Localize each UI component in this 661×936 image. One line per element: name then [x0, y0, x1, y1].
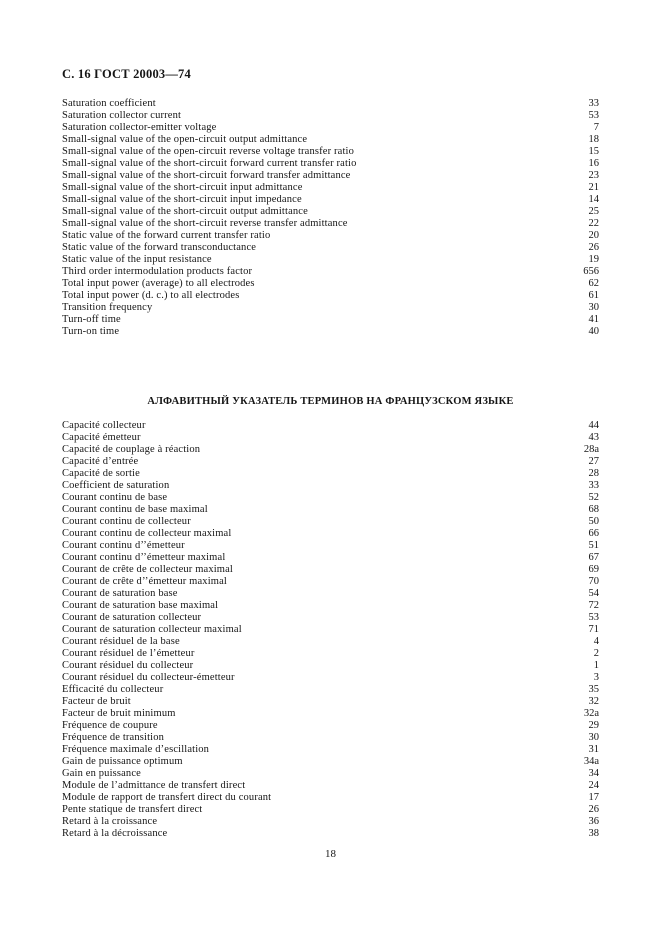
index-term: Courant continu de collecteur maximal [62, 528, 232, 539]
term-number: 34 [588, 768, 599, 779]
index-term: Courant continu de base maximal [62, 504, 208, 515]
index-term: Fréquence de coupure [62, 720, 158, 731]
term-number: 40 [588, 326, 599, 337]
english-index-row [62, 158, 599, 170]
term-number: 30 [588, 732, 599, 743]
french-index-row [62, 792, 599, 804]
index-term: Total input power (d. c.) to all electrodes [62, 290, 240, 301]
index-term: Small-signal value of the short-circuit input impedance [62, 194, 302, 205]
index-term: Static value of the forward current transfer ratio [62, 230, 271, 241]
index-term: Small-signal value of the short-circuit reverse transfer admittance [62, 218, 348, 229]
index-term: Courant de saturation collecteur maximal [62, 624, 242, 635]
index-term: Courant de saturation base maximal [62, 600, 219, 611]
term-number: 44 [588, 420, 599, 431]
index-term: Small-signal value of the open-circuit reverse voltage transfer ratio [62, 146, 354, 157]
index-term: Turn-on time [62, 326, 120, 337]
index-term: Fréquence maximale d’escillation [62, 744, 210, 755]
term-number: 33 [588, 480, 599, 491]
french-index-row [62, 768, 599, 780]
index-term: Courant continu de collecteur [62, 516, 191, 527]
index-term: Retard à la décroissance [62, 828, 168, 839]
french-index-row [62, 828, 599, 840]
term-number: 1 [593, 660, 599, 671]
french-index-row [62, 564, 599, 576]
term-number: 27 [588, 456, 599, 467]
english-index-row [62, 134, 599, 146]
index-term: Static value of the input resistance [62, 254, 212, 265]
term-number: 26 [588, 804, 599, 815]
index-term: Courant de crête d’’émetteur maximal [62, 576, 227, 587]
index-term: Courant résiduel de l’émetteur [62, 648, 195, 659]
term-number: 28a [583, 444, 599, 455]
english-index-row [62, 266, 599, 278]
french-index-row [62, 648, 599, 660]
term-number: 54 [588, 588, 599, 599]
term-number: 30 [588, 302, 599, 313]
index-term: Courant de crête de collecteur maximal [62, 564, 233, 575]
term-number: 23 [588, 170, 599, 181]
term-number: 18 [588, 134, 599, 145]
index-term: Turn-off time [62, 314, 121, 325]
index-term: Courant continu d’’émetteur [62, 540, 185, 551]
french-index-row [62, 732, 599, 744]
term-number: 20 [588, 230, 599, 241]
french-index-row [62, 708, 599, 720]
english-index-row [62, 290, 599, 302]
french-index-row [62, 540, 599, 552]
french-index-row [62, 672, 599, 684]
term-number: 14 [588, 194, 599, 205]
index-term: Static value of the forward transconductance [62, 242, 257, 253]
english-index-row [62, 170, 599, 182]
french-index-row [62, 492, 599, 504]
english-index-row [62, 206, 599, 218]
french-index-row [62, 636, 599, 648]
english-index-row [62, 314, 599, 326]
french-term-index [62, 420, 599, 840]
english-index-row [62, 182, 599, 194]
index-term: Courant continu d’’émetteur maximal [62, 552, 226, 563]
index-term: Courant de saturation base [62, 588, 178, 599]
english-index-row [62, 218, 599, 230]
term-number: 21 [588, 182, 599, 193]
term-number: 33 [588, 98, 599, 109]
french-index-heading: АЛФАВИТНЫЙ УКАЗАТЕЛЬ ТЕРМИНОВ НА ФРАНЦУЗСКОМ ЯЗЫКЕ [147, 396, 514, 407]
term-number: 24 [588, 780, 599, 791]
french-index-row [62, 660, 599, 672]
french-index-row [62, 684, 599, 696]
term-number: 66 [588, 528, 599, 539]
term-number: 16 [588, 158, 599, 169]
french-index-row [62, 552, 599, 564]
index-term: Gain de puissance optimum [62, 756, 183, 767]
index-term: Small-signal value of the open-circuit output admittance [62, 134, 308, 145]
index-term: Saturation coefficient [62, 98, 156, 109]
index-term: Small-signal value of the short-circuit forward current transfer ratio [62, 158, 357, 169]
index-term: Small-signal value of the short-circuit output admittance [62, 206, 308, 217]
french-index-row [62, 432, 599, 444]
french-index-row [62, 444, 599, 456]
english-index-row [62, 302, 599, 314]
term-number: 41 [588, 314, 599, 325]
index-term: Gain en puissance [62, 768, 141, 779]
term-number: 656 [583, 266, 599, 277]
index-term: Fréquence de transition [62, 732, 165, 743]
index-term: Small-signal value of the short-circuit input admittance [62, 182, 303, 193]
french-index-row [62, 624, 599, 636]
term-number: 32 [588, 696, 599, 707]
term-number: 53 [588, 110, 599, 121]
term-number: 50 [588, 516, 599, 527]
index-term: Courant résiduel du collecteur-émetteur [62, 672, 235, 683]
english-index-row [62, 326, 599, 338]
french-index-row [62, 600, 599, 612]
term-number: 36 [588, 816, 599, 827]
french-index-row [62, 468, 599, 480]
term-number: 38 [588, 828, 599, 839]
term-number: 17 [588, 792, 599, 803]
index-term: Courant résiduel du collecteur [62, 660, 194, 671]
french-index-row [62, 420, 599, 432]
term-number: 43 [588, 432, 599, 443]
term-number: 25 [588, 206, 599, 217]
english-index-row [62, 242, 599, 254]
english-index-row [62, 254, 599, 266]
index-term: Capacité d’entrée [62, 456, 139, 467]
index-term: Saturation collector current [62, 110, 182, 121]
term-number: 32a [583, 708, 599, 719]
index-term: Total input power (average) to all electrodes [62, 278, 255, 289]
index-term: Capacité de couplage à réaction [62, 444, 201, 455]
french-index-row [62, 516, 599, 528]
french-index-row [62, 744, 599, 756]
term-number: 7 [593, 122, 599, 133]
term-number: 2 [593, 648, 599, 659]
index-term: Facteur de bruit minimum [62, 708, 176, 719]
page-number: 18 [325, 848, 336, 860]
index-term: Coefficient de saturation [62, 480, 170, 491]
term-number: 53 [588, 612, 599, 623]
french-index-row [62, 804, 599, 816]
term-number: 4 [593, 636, 599, 647]
term-number: 35 [588, 684, 599, 695]
index-term: Courant de saturation collecteur [62, 612, 202, 623]
french-index-row [62, 576, 599, 588]
term-number: 28 [588, 468, 599, 479]
index-term: Courant continu de base [62, 492, 168, 503]
french-index-row [62, 588, 599, 600]
english-index-row [62, 146, 599, 158]
term-number: 3 [593, 672, 599, 683]
index-term: Capacité collecteur [62, 420, 146, 431]
english-index-row [62, 194, 599, 206]
french-index-row [62, 456, 599, 468]
index-term: Pente statique de transfert direct [62, 804, 203, 815]
english-index-row [62, 98, 599, 110]
term-number: 70 [588, 576, 599, 587]
english-term-index [62, 98, 599, 338]
index-term: Module de rapport de transfert direct du courant [62, 792, 272, 803]
term-number: 26 [588, 242, 599, 253]
english-index-row [62, 122, 599, 134]
term-number: 72 [588, 600, 599, 611]
term-number: 29 [588, 720, 599, 731]
term-number: 61 [588, 290, 599, 301]
term-number: 51 [588, 540, 599, 551]
index-term: Retard à la croissance [62, 816, 158, 827]
term-number: 31 [588, 744, 599, 755]
french-index-row [62, 696, 599, 708]
term-number: 67 [588, 552, 599, 563]
index-term: Third order intermodulation products factor [62, 266, 253, 277]
index-term: Small-signal value of the short-circuit forward transfer admittance [62, 170, 351, 181]
french-index-row [62, 816, 599, 828]
index-term: Capacité de sortie [62, 468, 140, 479]
term-number: 34a [583, 756, 599, 767]
index-term: Courant résiduel de la base [62, 636, 180, 647]
index-term: Module de l’admittance de transfert direct [62, 780, 246, 791]
term-number: 52 [588, 492, 599, 503]
french-index-row [62, 528, 599, 540]
term-number: 62 [588, 278, 599, 289]
index-term: Saturation collector-emitter voltage [62, 122, 217, 133]
english-index-row [62, 110, 599, 122]
index-term: Facteur de bruit [62, 696, 131, 707]
term-number: 19 [588, 254, 599, 265]
page-header: С. 16 ГОСТ 20003—74 [62, 67, 191, 81]
term-number: 22 [588, 218, 599, 229]
term-number: 69 [588, 564, 599, 575]
french-index-row [62, 756, 599, 768]
term-number: 15 [588, 146, 599, 157]
french-index-row [62, 480, 599, 492]
index-term: Capacité émetteur [62, 432, 141, 443]
french-index-row [62, 504, 599, 516]
english-index-row [62, 278, 599, 290]
english-index-row [62, 230, 599, 242]
french-index-row [62, 720, 599, 732]
french-index-row [62, 612, 599, 624]
term-number: 68 [588, 504, 599, 515]
index-term: Transition frequency [62, 302, 153, 313]
french-index-row [62, 780, 599, 792]
index-term: Efficacité du collecteur [62, 684, 164, 695]
term-number: 71 [588, 624, 599, 635]
